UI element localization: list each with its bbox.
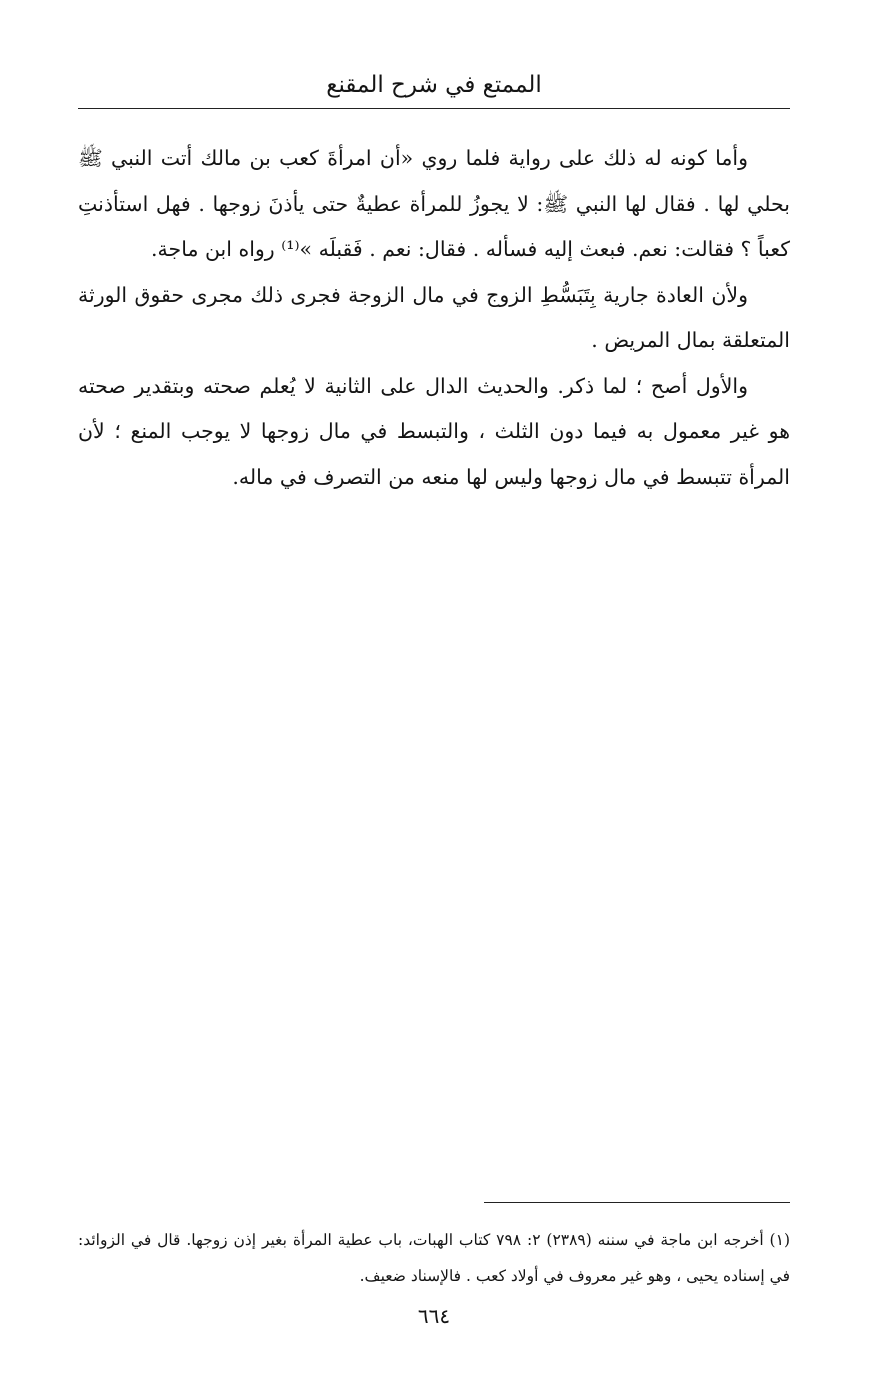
footnote-1: (١) أخرجه ابن ماجة في سننه (٢٣٨٩) ٢: ٧٩٨ كتاب الهبات، باب عطية المرأة بغير إذن زوجها. قال في الزوائد: في إسناده يحيى ، وهو غير معروف في أولاد كعب . فالإسناد ضعيف. — [78, 1231, 790, 1285]
paragraph-3: والأول أصح ؛ لما ذكر. والحديث الدال على الثانية لا يُعلم صحته وبتقدير صحته هو غير معمول به فيما دون الثلث ، والتبسط في مال زوجها لا يوجب المنع ؛ لأن المرأة تتبسط في مال زوجها وليس لها منعه من التصرف في ماله. — [78, 373, 790, 489]
paragraph-1: وأما كونه له ذلك على رواية فلما روي «أن امرأةَ كعب بن مالك أتت النبي ﷺ بحلي لها . فقال لها النبي ﷺ: لا يجوزُ للمرأة عطيةٌ حتى يأذنَ زوجها . فهل استأذنتِ كعباً ؟ فقالت: نعم. فبعث إليه فسأله . فقال: نعم . فَقبلَه »⁽¹⁾ رواه ابن ماجة. — [78, 146, 790, 261]
footnote-divider — [484, 1202, 790, 1203]
paragraph-2: ولأن العادة جارية بِتَبَسُّطِ الزوج في مال الزوجة فجرى ذلك مجرى حقوق الورثة المتعلقة بمال المريض . — [78, 282, 790, 352]
header-divider — [78, 108, 790, 109]
footnotes — [78, 1222, 790, 1294]
main-text — [78, 136, 790, 500]
running-header-title: الممتع في شرح المقنع — [326, 72, 542, 98]
page-number: ٦٦٤ — [417, 1304, 451, 1328]
